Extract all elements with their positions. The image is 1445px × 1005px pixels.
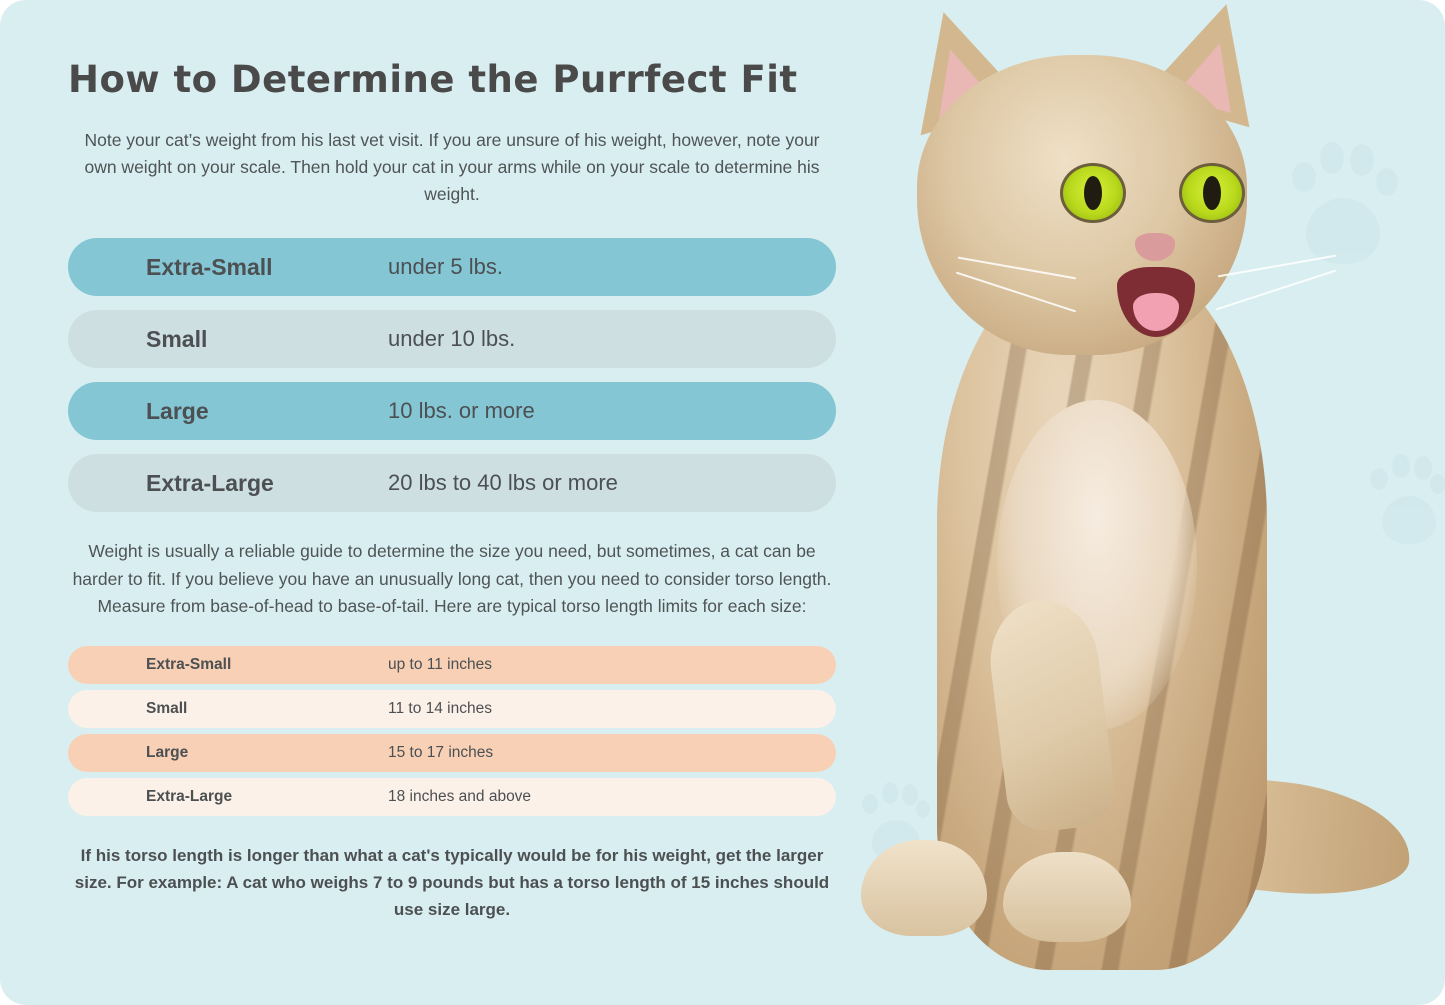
intro-paragraph: Note your cat’s weight from his last vet visit. If you are unsure of his weight, however, note your own weight on your scale. Then hold your cat in your arms while on your scale to determine his weight. xyxy=(84,130,820,205)
page-title: How to Determine the Purrfect Fit xyxy=(68,58,798,101)
footer-paragraph: If his torso length is longer than what a cat's typically would be for his weight, get the larger size. For example: A cat who weighs 7 to 9 pounds but has a torso length of 15 inches should use size large. xyxy=(74,845,830,920)
size-value: up to 11 inches xyxy=(388,655,492,673)
size-label: Small xyxy=(146,699,188,717)
table-row xyxy=(68,238,836,296)
size-value: 20 lbs to 40 lbs or more xyxy=(388,470,618,496)
size-label: Large xyxy=(146,397,209,424)
cat-nose xyxy=(1135,233,1175,261)
weight-size-table xyxy=(68,238,836,512)
size-label: Extra-Large xyxy=(146,787,233,805)
size-label: Extra-Large xyxy=(146,469,274,496)
size-value: under 10 lbs. xyxy=(388,326,516,352)
table-row xyxy=(68,454,836,512)
cat-paw-left xyxy=(861,840,987,936)
torso-note-paragraph: Weight is usually a reliable guide to determine the size you need, but sometimes, a cat can be harder to fit. If you believe you have an unusually long cat, then you need to consider torso length. Measure from base-of-head to base-of-tail. Here are typical torso length limits for each size: xyxy=(72,541,832,616)
table-row xyxy=(68,646,836,684)
table-row xyxy=(68,734,836,772)
size-value: 18 inches and above xyxy=(388,787,532,805)
cat-head xyxy=(917,55,1247,355)
table-row xyxy=(68,778,836,816)
size-label: Extra-Small xyxy=(146,655,232,673)
cat-paw-right xyxy=(1003,852,1131,942)
size-value: 11 to 14 inches xyxy=(388,699,492,717)
cat-eye-left xyxy=(1060,163,1126,223)
torso-length-table xyxy=(68,646,836,816)
size-label: Large xyxy=(146,743,189,761)
cat-photo xyxy=(825,0,1445,1005)
size-value: 10 lbs. or more xyxy=(388,398,535,424)
table-row xyxy=(68,310,836,368)
size-value: 15 to 17 inches xyxy=(388,743,494,761)
cat-eye-right xyxy=(1179,163,1245,223)
size-value: under 5 lbs. xyxy=(388,254,503,280)
size-label: Extra-Small xyxy=(146,253,273,280)
size-label: Small xyxy=(146,325,208,352)
table-row xyxy=(68,382,836,440)
table-row xyxy=(68,690,836,728)
